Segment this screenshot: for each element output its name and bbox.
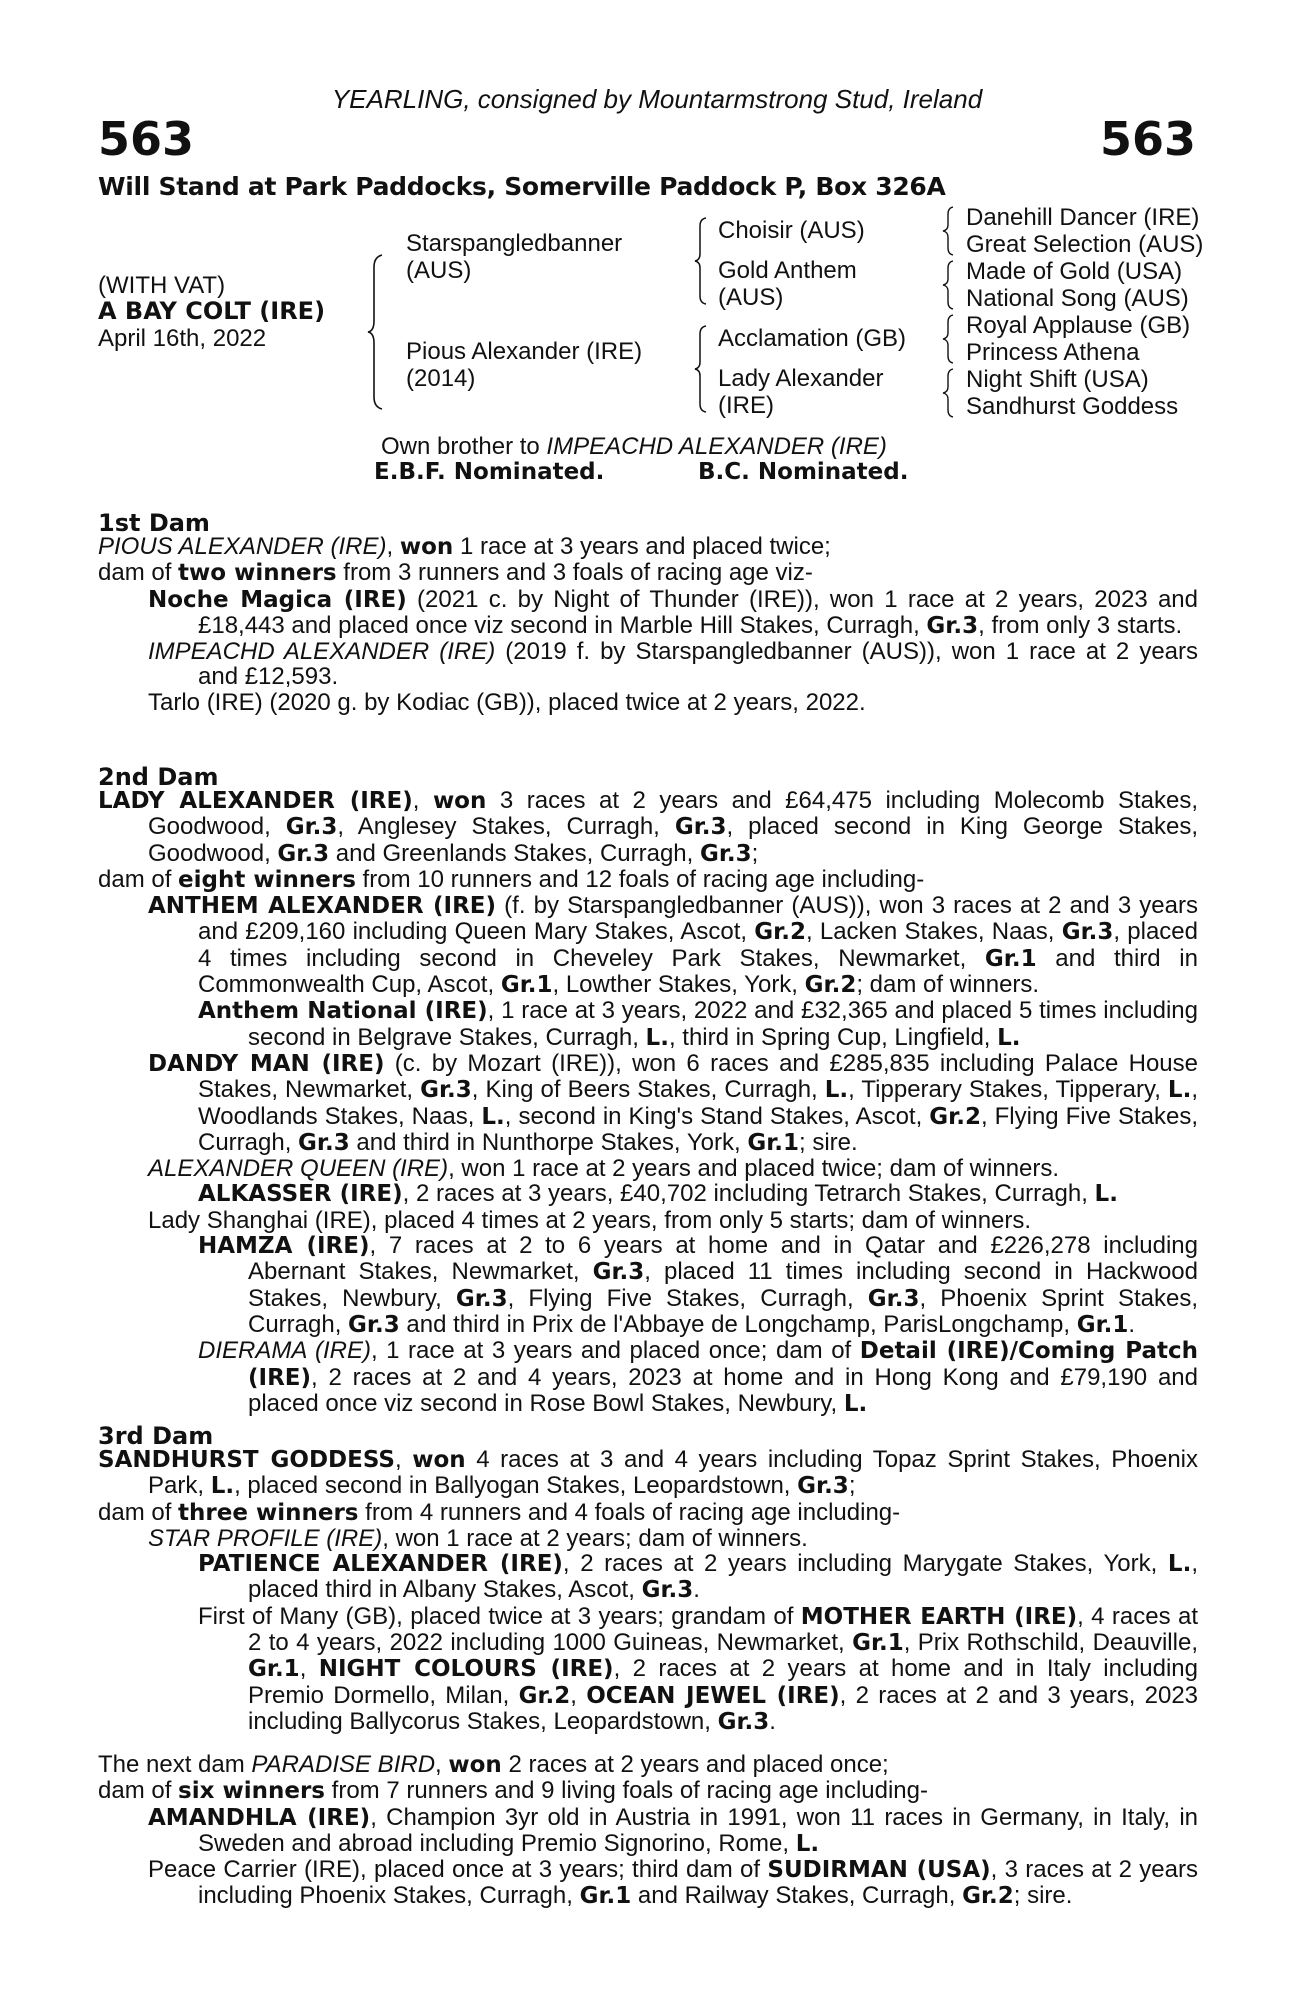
dam2-para: [98, 1208, 1198, 1233]
text-run: , placed 4 times including second in Cheveley Park Stakes, Newmarket,: [198, 918, 1198, 972]
own-brother-name: IMPEACHD ALEXANDER (IRE): [546, 433, 887, 460]
dam2-para: [98, 1051, 1198, 1156]
consignment-line: YEARLING, consigned by Mountarmstrong Stud, Ireland: [331, 84, 983, 114]
pedigree-brace-g3-4: [942, 367, 956, 419]
bold-text: ALKASSER (IRE): [198, 1181, 403, 1208]
dam1-para: [98, 639, 1198, 690]
dam3-para: [98, 1604, 1198, 1735]
bold-text: L.: [210, 1473, 235, 1500]
bold-text: won: [432, 788, 487, 814]
bold-text: ANTHEM ALEXANDER (IRE): [148, 893, 497, 920]
text-run: ,: [386, 533, 400, 560]
bold-text: L.: [997, 1024, 1021, 1051]
text-run: 4 races at 3 and 4 years including Topaz Sprint Stakes, Phoenix Park,: [148, 1446, 1198, 1500]
text-run: , Lacken Stakes, Naas,: [805, 918, 1062, 946]
gen3-ancestor: Princess Athena: [966, 339, 1140, 366]
bold-text: PATIENCE ALEXANDER (IRE): [198, 1551, 563, 1578]
italic-text: IMPEACHD ALEXANDER (IRE): [148, 638, 496, 666]
bold-text: Gr.2: [518, 1682, 571, 1709]
text-run: Tarlo (IRE) (2020 g. by Kodiac (GB)), placed twice at 2 years, 2022.: [148, 688, 866, 716]
bold-text: Gr.3: [1061, 919, 1114, 946]
text-run: (2019 f. by Starspangledbanner (AUS)), won 1 race at 2 years and £12,593.: [198, 638, 1199, 691]
lot-number-right: 563: [1099, 112, 1196, 166]
text-run: , 1 race at 3 years, 2022 and £32,365 and placed 5 times including second in Belgrave Stakes, Curragh,: [248, 997, 1198, 1051]
text-run: , from only 3 starts.: [978, 611, 1183, 639]
text-run: ,: [570, 1681, 587, 1709]
bold-text: Gr.3: [455, 1285, 508, 1312]
text-run: , won 1 race at 2 years; dam of winners.: [382, 1524, 808, 1552]
bold-text: Gr.3: [926, 612, 979, 639]
text-run: , 3 races at 2 years including Phoenix Stakes, Curragh,: [198, 1856, 1198, 1910]
dam1-para: [98, 690, 1198, 715]
gen3-ancestor: Great Selection (AUS): [966, 231, 1204, 258]
text-run: , Anglesey Stakes, Curragh,: [337, 813, 675, 841]
text-run: from 7 runners and 9 living foals of racing age including-: [324, 1777, 928, 1805]
bold-text: SANDHURST GODDESS: [98, 1447, 395, 1473]
bold-text: Gr.3: [717, 1708, 770, 1735]
text-run: ;: [848, 1472, 856, 1500]
bold-text: LADY ALEXANDER (IRE): [98, 788, 413, 814]
dam1-para: [98, 587, 1198, 640]
bold-text: Gr.3: [797, 1473, 849, 1500]
horse-name: A BAY COLT (IRE): [98, 297, 326, 325]
bold-text: Gr.2: [962, 1883, 1014, 1910]
gen2-dam-dam: Lady Alexander: [718, 365, 884, 392]
text-run: First of Many (GB), placed twice at 3 years; grandam of: [198, 1602, 801, 1630]
next-dam-para: [98, 1805, 1198, 1858]
own-brother-prefix: Own brother to: [381, 433, 547, 460]
bold-text: eight winners: [178, 866, 356, 893]
gen2-dam-sire: Acclamation (GB): [718, 325, 907, 352]
dam2-para: [98, 1338, 1198, 1417]
bold-text: L.: [795, 1830, 820, 1857]
text-run: 2 races at 2 years and placed once;: [501, 1751, 889, 1778]
next-dam-para: [98, 1778, 1198, 1804]
text-run: ,: [394, 1446, 413, 1473]
text-run: from 10 runners and 12 foals of racing age including-: [355, 865, 925, 893]
text-run: (f. by Starspangledbanner (AUS)), won 3 races at 2 and 3 years and £209,160 including Queen Mary Stakes, Ascot,: [198, 892, 1198, 946]
second-dam-section: [98, 788, 1198, 1417]
text-run: , placed second in Ballyogan Stakes, Leopardstown,: [234, 1472, 798, 1500]
bold-text: Gr.3: [592, 1259, 645, 1286]
bold-text: Gr.3: [348, 1311, 400, 1338]
text-run: ; dam of winners.: [856, 971, 1040, 999]
bold-text: L.: [645, 1024, 669, 1051]
dam3-para: [98, 1551, 1198, 1604]
bold-text: L.: [481, 1103, 505, 1130]
sire-origin: (AUS): [406, 257, 472, 284]
italic-text: DIERAMA (IRE): [198, 1337, 371, 1365]
text-run: , placed second in King George Stakes, Goodwood,: [148, 813, 1198, 867]
bold-text: Gr.3: [420, 1077, 472, 1104]
text-run: dam of: [98, 559, 179, 587]
text-run: ,: [299, 1655, 319, 1683]
dam2-para: [98, 893, 1198, 998]
text-run: and third in Commonwealth Cup, Ascot,: [198, 944, 1198, 999]
next-dam-section: [98, 1752, 1198, 1910]
gen3-ancestor: Sandhurst Goddess: [966, 393, 1179, 420]
text-run: and Greenlands Stakes, Curragh,: [329, 839, 700, 867]
dam2-para: [98, 1156, 1198, 1181]
text-run: , placed third in Albany Stakes, Ascot,: [248, 1550, 1198, 1604]
text-run: , Prix Rothschild, Deauville,: [903, 1629, 1198, 1657]
vat-note: (WITH VAT): [98, 272, 226, 299]
bold-text: Gr.2: [754, 919, 806, 946]
text-run: , second in King's Stand Stakes, Ascot,: [504, 1102, 930, 1130]
bold-text: NIGHT COLOURS (IRE): [318, 1656, 614, 1683]
bold-text: Gr.2: [804, 972, 857, 999]
text-run: ,: [412, 787, 433, 814]
bold-text: L.: [1167, 1551, 1192, 1578]
gen2-sire-sire: Choisir (AUS): [718, 217, 865, 244]
text-run: , third in Spring Cup, Lingfield,: [668, 1023, 998, 1051]
bold-text: Gr.1: [747, 1129, 800, 1156]
text-run: .: [693, 1576, 700, 1604]
text-run: , Champion 3yr old in Austria in 1991, won 11 races in Germany, in Italy, in Sweden and abroad including Premio Signorino, Rome,: [198, 1803, 1199, 1857]
text-run: , Tipperary Stakes, Tipperary,: [848, 1076, 1168, 1104]
text-run: , 2 races at 2 and 3 years, 2023 including Ballycorus Stakes, Leopardstown,: [248, 1681, 1199, 1735]
text-run: , Flying Five Stakes, Curragh,: [198, 1102, 1199, 1156]
bold-text: won: [448, 1752, 502, 1778]
bold-text: Gr.3: [699, 840, 752, 867]
pedigree-brace-sire: [694, 216, 710, 306]
bold-text: Gr.3: [285, 814, 338, 841]
italic-text: ALEXANDER QUEEN (IRE): [148, 1155, 449, 1183]
bold-text: Gr.1: [579, 1883, 632, 1910]
bold-text: won: [399, 534, 454, 560]
text-run: , Phoenix Sprint Stakes, Curragh,: [248, 1284, 1199, 1338]
dam3-para: [98, 1447, 1198, 1500]
bold-text: Anthem National (IRE): [198, 998, 488, 1025]
own-brother-note: [381, 433, 887, 461]
bold-text: Gr.1: [984, 945, 1037, 972]
text-run: 1 race at 3 years and placed twice;: [453, 533, 831, 560]
text-run: , 2 races at 2 and 4 years, 2023 at home and in Hong Kong and £79,190 and placed once viz second in Rose Bowl Stakes, Newbury,: [248, 1363, 1198, 1417]
text-run: , placed 11 times including second in Hackwood Stakes, Newbury,: [248, 1258, 1198, 1312]
text-run: .: [769, 1707, 776, 1735]
text-run: from 3 runners and 3 foals of racing age viz-: [336, 559, 813, 587]
text-run: dam of: [98, 865, 179, 893]
text-run: ,: [435, 1751, 449, 1778]
bold-text: Gr.3: [298, 1129, 350, 1156]
text-run: and Railway Stakes, Curragh,: [631, 1882, 963, 1910]
bc-nomination: B.C. Nominated.: [698, 459, 909, 485]
gen2-sire-dam: Gold Anthem: [718, 257, 857, 284]
bold-text: Gr.1: [852, 1630, 904, 1657]
dam2-para: [98, 1181, 1198, 1207]
dam-year: (2014): [406, 365, 476, 392]
text-run: and third in Prix de l'Abbaye de Longchamp, ParisLongchamp,: [399, 1310, 1077, 1338]
gen3-ancestor: Night Shift (USA): [966, 366, 1149, 393]
first-dam-section: [98, 534, 1198, 715]
text-run: dam of: [98, 1498, 179, 1526]
bold-text: Gr.1: [248, 1656, 300, 1683]
bold-text: Gr.3: [277, 840, 330, 867]
text-run: The next dam: [98, 1751, 252, 1778]
text-run: from 4 runners and 4 foals of racing age including-: [358, 1498, 901, 1526]
lot-number-left: 563: [98, 112, 195, 166]
dam-name: Pious Alexander (IRE): [406, 338, 643, 365]
pedigree-brace-dam: [694, 324, 710, 414]
first-dam-heading: 1st Dam: [98, 509, 210, 537]
gen3-ancestor: National Song (AUS): [966, 285, 1189, 312]
bold-text: won: [412, 1447, 466, 1473]
text-run: (c. by Mozart (IRE)), won 6 races and £285,835 including Palace House Stakes, Newmarket,: [198, 1049, 1198, 1104]
text-run: , Lowther Stakes, York,: [552, 971, 805, 999]
text-run: , won 1 race at 2 years and placed twice; dam of winners.: [448, 1155, 1060, 1183]
dam2-para: [98, 998, 1198, 1051]
dam3-para: [98, 1526, 1198, 1551]
text-run: , Woodlands Stakes, Naas,: [198, 1076, 1198, 1130]
text-run: , King of Beers Stakes, Curragh,: [471, 1076, 825, 1104]
text-run: Lady Shanghai (IRE), placed 4 times at 2 years, from only 5 starts; dam of winners.: [148, 1206, 1032, 1234]
text-run: , 2 races at 3 years, £40,702 including Tetrarch Stakes, Curragh,: [402, 1180, 1095, 1208]
gen2-dam-dam-origin: (IRE): [718, 392, 774, 419]
bold-text: AMANDHLA (IRE): [148, 1804, 371, 1831]
bold-text: DANDY MAN (IRE): [148, 1050, 385, 1077]
bold-text: Gr.3: [674, 814, 727, 841]
dam3-para: [98, 1500, 1198, 1526]
dam1-para: [98, 534, 1198, 560]
bold-text: Gr.1: [500, 972, 553, 999]
dam2-para: [98, 1233, 1198, 1338]
bold-text: Gr.3: [641, 1577, 694, 1604]
foaling-date: April 16th, 2022: [98, 325, 267, 352]
bold-text: SUDIRMAN (USA): [767, 1857, 991, 1884]
ebf-nomination: E.B.F. Nominated.: [374, 459, 605, 485]
third-dam-section: [98, 1447, 1198, 1735]
bold-text: Detail (IRE)/Coming Patch (IRE): [248, 1338, 1198, 1391]
bold-text: three winners: [178, 1499, 359, 1526]
text-run: , 4 races at 2 to 4 years, 2022 including 1000 Guineas, Newmarket,: [248, 1602, 1198, 1657]
italic-text: PARADISE BIRD: [251, 1751, 436, 1778]
text-run: , 1 race at 3 years and placed once; dam of: [370, 1337, 860, 1365]
text-run: .: [1128, 1310, 1136, 1338]
sire-name: Starspangledbanner: [406, 230, 623, 257]
text-run: , 2 races at 2 years at home and in Italy including Premio Dormello, Milan,: [248, 1655, 1198, 1709]
bold-text: L.: [1167, 1077, 1192, 1104]
next-dam-para: [98, 1752, 1198, 1778]
dam2-para: [98, 788, 1198, 867]
pedigree-brace-g3-3: [942, 313, 956, 365]
text-run: Peace Carrier (IRE), placed once at 3 years; third dam of: [148, 1856, 768, 1884]
bold-text: MOTHER EARTH (IRE): [800, 1603, 1078, 1630]
bold-text: OCEAN JEWEL (IRE): [586, 1682, 840, 1709]
gen2-sire-dam-origin: (AUS): [718, 284, 784, 311]
bold-text: Noche Magica (IRE): [148, 586, 407, 613]
gen3-ancestor: Danehill Dancer (IRE): [966, 204, 1200, 231]
gen3-ancestor: Made of Gold (USA): [966, 258, 1183, 285]
text-run: dam of: [98, 1777, 179, 1805]
pedigree-brace-g3-2: [942, 259, 956, 311]
text-run: 3 races at 2 years and £64,475 including Molecomb Stakes, Goodwood,: [148, 787, 1198, 841]
text-run: , Flying Five Stakes, Curragh,: [507, 1284, 868, 1312]
bold-text: HAMZA (IRE): [198, 1233, 370, 1260]
bold-text: L.: [824, 1077, 849, 1104]
text-run: ; sire.: [799, 1128, 858, 1156]
pedigree-brace-main: [366, 253, 388, 411]
pedigree-brace-g3-1: [942, 205, 956, 257]
text-run: and third in Nunthorpe Stakes, York,: [349, 1128, 748, 1156]
stand-location: Will Stand at Park Paddocks, Somerville Paddock P, Box 326A: [98, 172, 946, 201]
bold-text: Gr.2: [929, 1103, 981, 1130]
gen3-ancestor: Royal Applause (GB): [966, 312, 1191, 339]
third-dam-heading: 3rd Dam: [98, 1422, 214, 1450]
bold-text: L.: [1094, 1181, 1118, 1208]
bold-text: L.: [843, 1390, 868, 1417]
dam2-para: [98, 867, 1198, 893]
bold-text: two winners: [178, 560, 337, 587]
italic-text: PIOUS ALEXANDER (IRE): [98, 533, 387, 560]
bold-text: Gr.3: [867, 1285, 920, 1312]
bold-text: Gr.1: [1076, 1311, 1129, 1338]
text-run: (2021 c. by Night of Thunder (IRE)), won 1 race at 2 years, 2023 and £18,443 and placed once viz second in Marble Hill Stakes, Curragh,: [198, 585, 1198, 639]
next-dam-para: [98, 1857, 1198, 1910]
second-dam-heading: 2nd Dam: [98, 763, 219, 791]
bold-text: six winners: [178, 1778, 325, 1805]
text-run: ;: [751, 839, 759, 867]
italic-text: STAR PROFILE (IRE): [148, 1524, 383, 1552]
dam1-para: [98, 560, 1198, 586]
text-run: , 7 races at 2 to 6 years at home and in Qatar and £226,278 including Abernant Stakes, Newmarket,: [248, 1232, 1198, 1286]
text-run: , 2 races at 2 years including Marygate Stakes, York,: [562, 1550, 1168, 1578]
text-run: ; sire.: [1013, 1882, 1073, 1910]
